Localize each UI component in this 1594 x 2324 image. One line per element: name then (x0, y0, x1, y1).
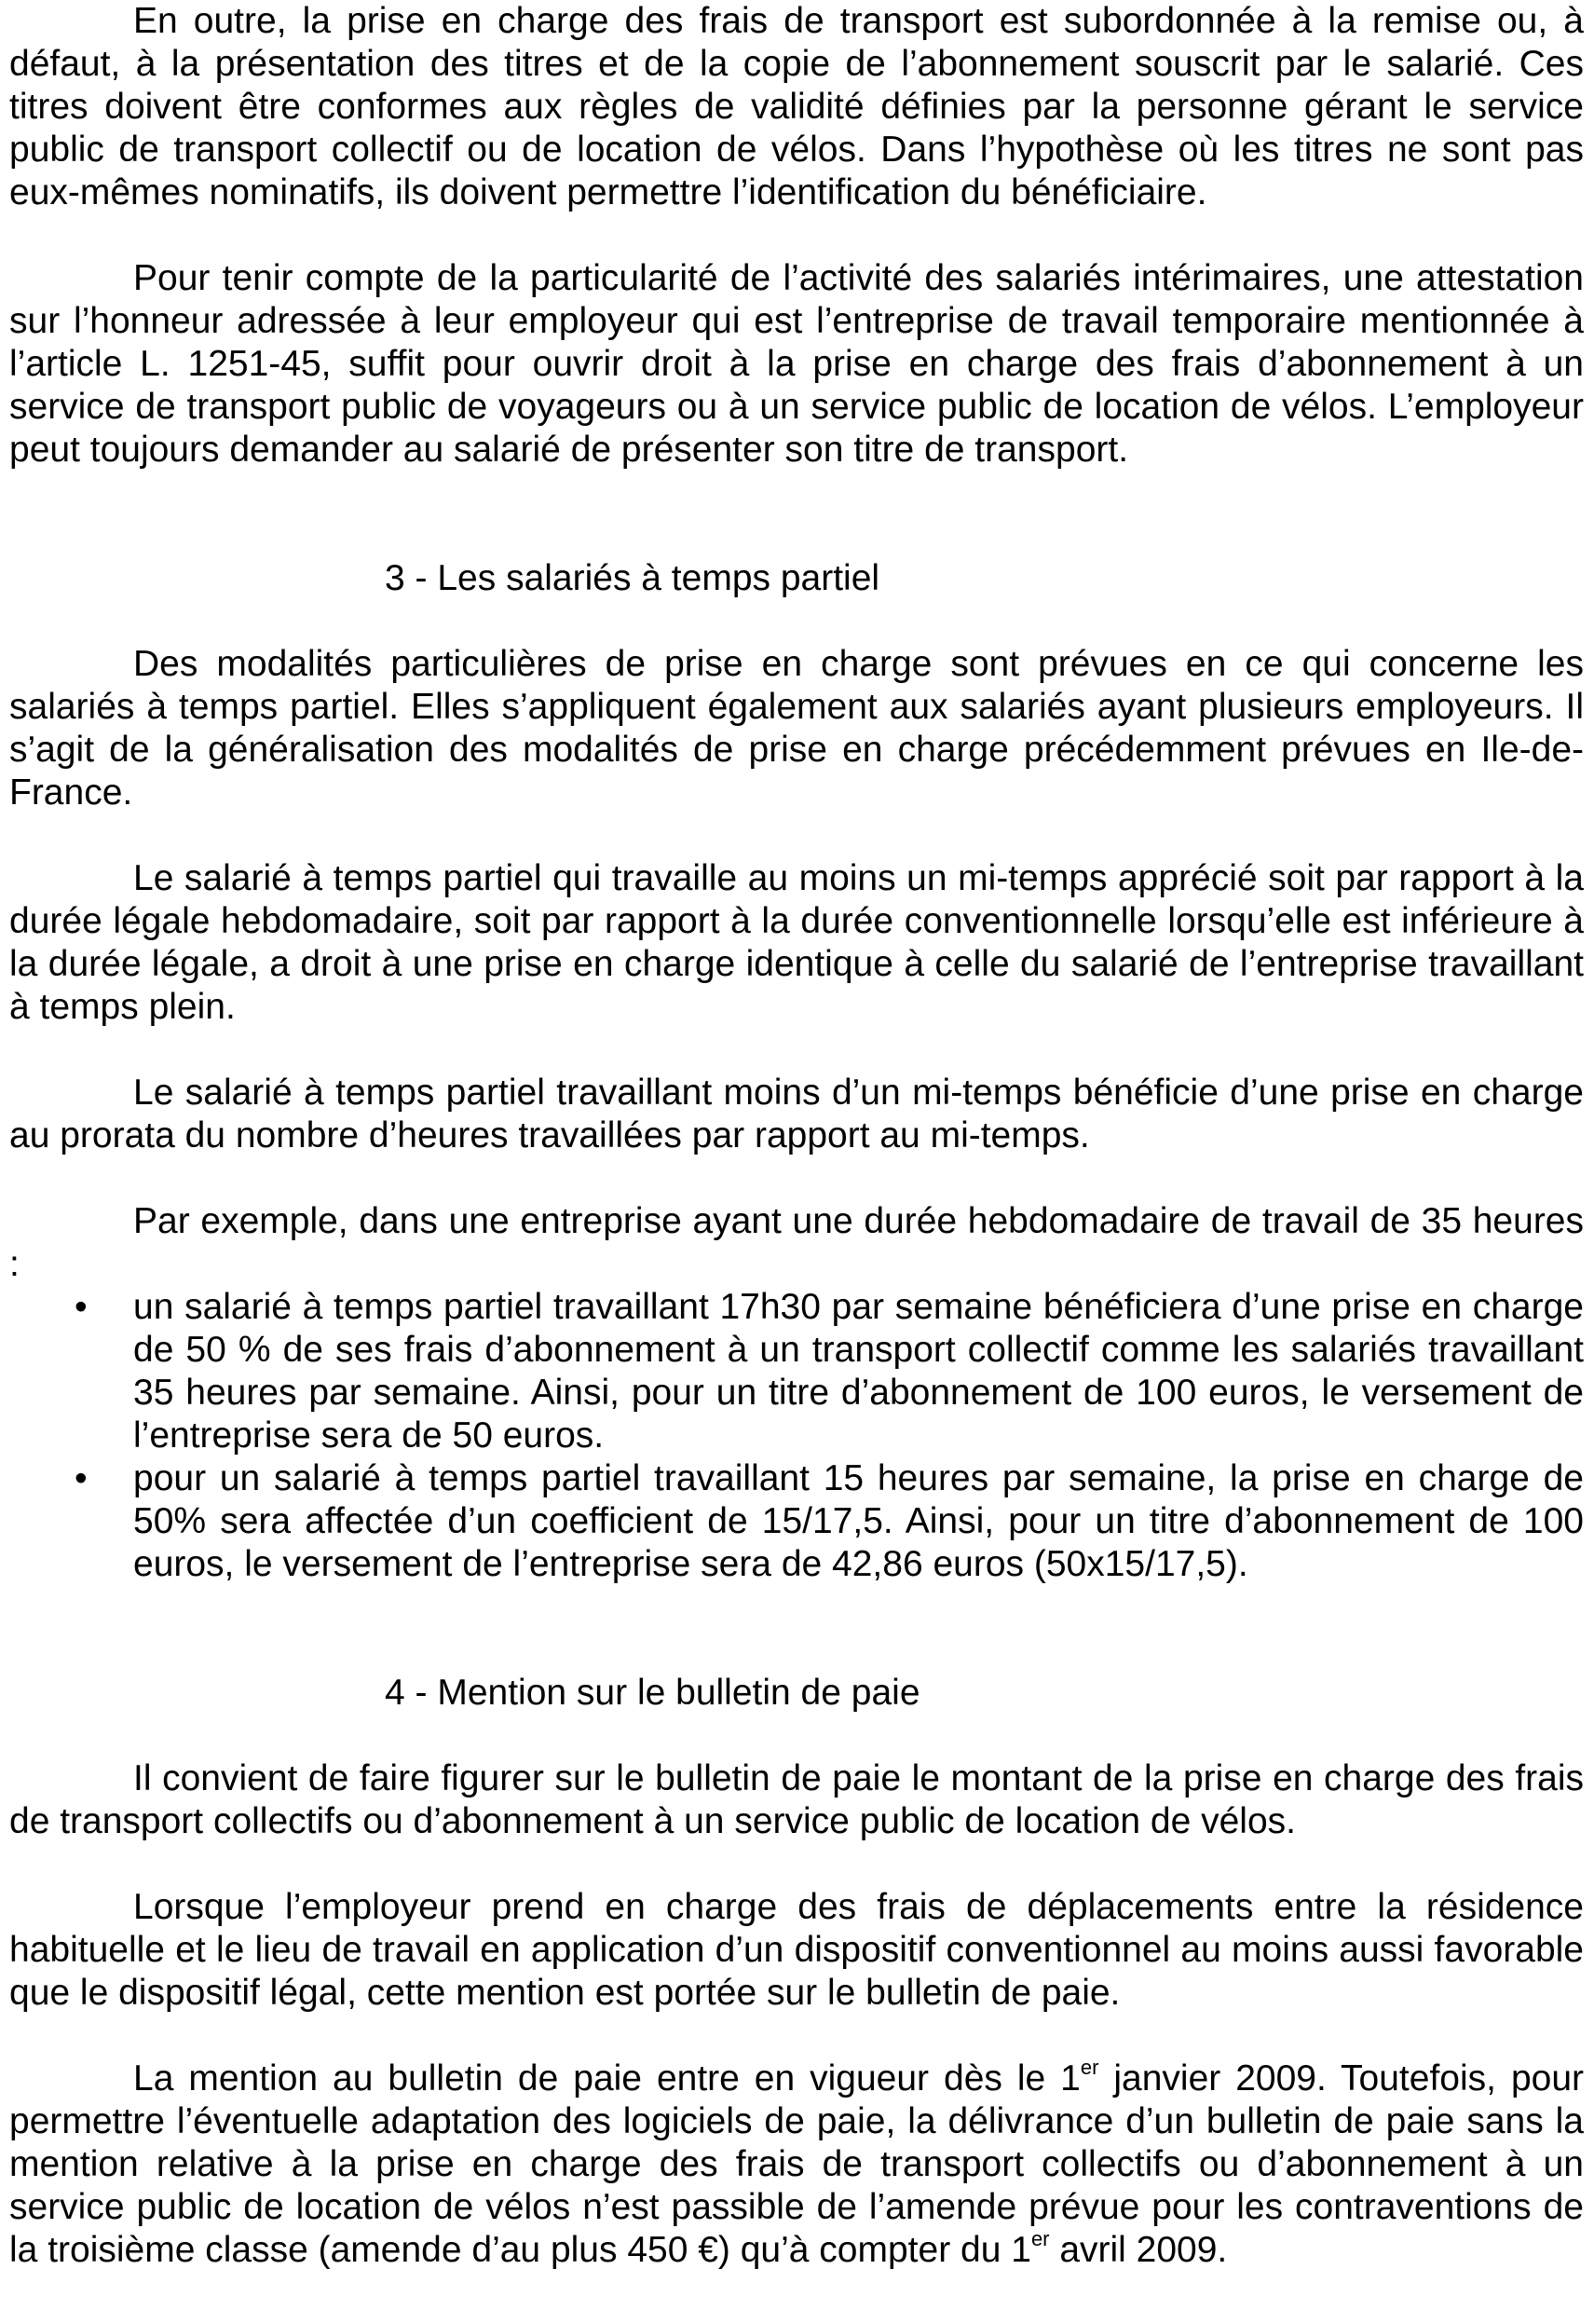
spacer (9, 1843, 1584, 1886)
paragraph-part-time-intro: Des modalités particulières de prise en charge sont prévues en ce qui concerne les salariés à temps partiel. Elles s’appliquent également aux salariés ayant plusieurs employeurs. Il s’agit de la généralisation des modalités de prise en charge précédemment prévues en Ile-de-France. (9, 644, 1584, 813)
paragraph-transport-titles: En outre, la prise en charge des frais de transport est subordonnée à la remise ou, à défaut, à la présentation des titres et de la copie de l’abonnement souscrit par le salarié. Ces titres doivent être conformes aux règles de validité définies par la personne gérant le service public de transport collectif ou de location de vélos. Dans l’hypothèse où les titres ne sont pas eux-mêmes nominatifs, ils doivent permettre l’identification du bénéficiaire. (9, 1, 1584, 212)
list-item (9, 1457, 1584, 1586)
list-item-text: pour un salarié à temps partiel travaillant 15 heures par semaine, la prise en charge de 50% sera affectée d’un coefficient de 15/17,5. Ainsi, pour un titre d’abonnement de 100 euros, le versement de l’entreprise sera de 42,86 euros (50x15/17,5). (133, 1458, 1584, 1584)
bullet-icon: • (75, 1287, 88, 1327)
spacer (9, 1586, 1584, 1672)
spacer (9, 472, 1584, 557)
superscript: er (1080, 2056, 1099, 2079)
list-item-text: un salarié à temps partiel travaillant 17h30 par semaine bénéficiera d’une prise en charge de 50 % de ses frais d’abonnement à un transport collectif comme les salariés travaillant 35 heures par semaine. Ainsi, pour un titre d’abonnement de 100 euros, le versement de l’entreprise sera de 50 euros. (133, 1287, 1584, 1456)
spacer (9, 1715, 1584, 1757)
paragraph-example-intro: Par exemple, dans une entreprise ayant une durée hebdomadaire de travail de 35 heures : (9, 1201, 1584, 1284)
text-run: janvier 2009. Toutefois, pour permettre l’éventuelle adaptation des logiciels de paie, la délivrance d’un bulletin de paie sans la mention relative à la prise en charge des frais de transport collectifs ou d’abonnement à un service public de location de vélos n’est passible de l’amende prévue pour les contraventions de la troisième classe (amende d’au plus 450 €) qu’à compter du 1 (9, 2058, 1584, 2270)
spacer (9, 814, 1584, 857)
paragraph-half-time-or-more: Le salarié à temps partiel qui travaille au moins un mi-temps apprécié soit par rapport à la durée légale hebdomadaire, soit par rapport à la durée conventionnelle lorsqu’elle est inférieure à la durée légale, a droit à une prise en charge identique à celle du salarié de l’entreprise travaillant à temps plein. (9, 858, 1584, 1027)
text-run: La mention au bulletin de paie entre en vigueur dès le 1 (133, 2058, 1081, 2098)
superscript: er (1030, 2227, 1050, 2250)
section-heading-3: 3 - Les salariés à temps partiel (385, 558, 880, 598)
spacer (9, 600, 1584, 643)
paragraph-less-than-half-time: Le salarié à temps partiel travaillant moins d’un mi-temps bénéficie d’une prise en charge au prorata du nombre d’heures travaillées par rapport au mi-temps. (9, 1073, 1584, 1155)
spacer (9, 1157, 1584, 1200)
paragraph-conventional-scheme: Lorsque l’employeur prend en charge des frais de déplacements entre la résidence habituelle et le lieu de travail en application d’un dispositif conventionnel au moins aussi favorable que le dispositif légal, cette mention est portée sur le bulletin de paie. (9, 1887, 1584, 2013)
document-page (9, 0, 1584, 2272)
spacer (9, 214, 1584, 257)
bullet-icon: • (75, 1458, 88, 1498)
paragraph-temporary-workers: Pour tenir compte de la particularité de l’activité des salariés intérimaires, une attestation sur l’honneur adressée à leur employeur qui est l’entreprise de travail temporaire mentionnée à l’article L. 1251-45, suffit pour ouvrir droit à la prise en charge des frais d’abonnement à un service de transport public de voyageurs ou à un service public de location de vélos. L’employeur peut toujours demander au salarié de présenter son titre de transport. (9, 258, 1584, 470)
list-item (9, 1286, 1584, 1457)
paragraph-effective-date (9, 2057, 1584, 2272)
text-run: avril 2009. (1049, 2230, 1228, 2270)
section-heading-4: 4 - Mention sur le bulletin de paie (385, 1673, 920, 1713)
paragraph-payslip-amount: Il convient de faire figurer sur le bulletin de paie le montant de la prise en charge des frais de transport collectifs ou d’abonnement à un service public de location de vélos. (9, 1758, 1584, 1841)
spacer (9, 1029, 1584, 1072)
spacer (9, 2015, 1584, 2057)
example-list (9, 1286, 1584, 1586)
